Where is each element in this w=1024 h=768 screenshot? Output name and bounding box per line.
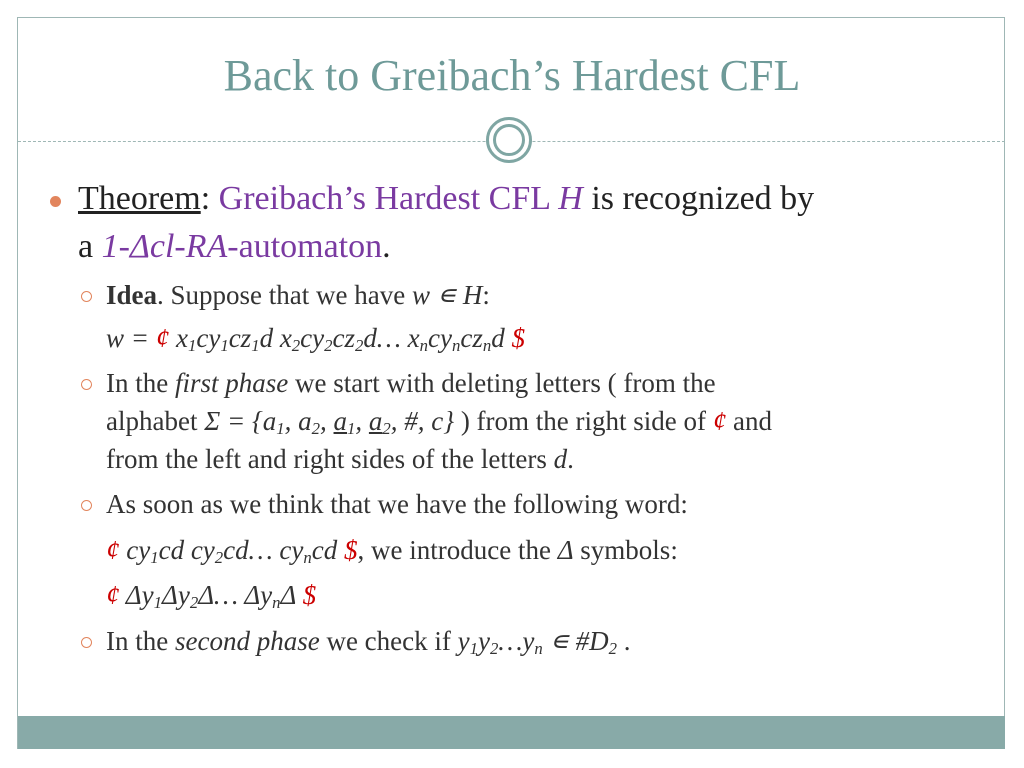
sub-bullet-icon	[81, 637, 92, 648]
word3-line: ¢ $\Delta y_1\Delta y_2\Delta\dots$ $\Delta y_n\Delta$ $	[106, 580, 317, 613]
slide-title: Back to Greibach’s Hardest CFL	[223, 51, 801, 100]
theorem-phrase: Greibach’s Hardest CFL	[218, 180, 550, 217]
theorem-line-2: a 1-Δcl-RA-automaton.	[78, 228, 391, 265]
second-phase-line: In the second phase we check if $y_1y_2\dots y_n$ ∊ $\#D_2$ .	[106, 626, 631, 659]
word2-line: ¢ $cy_1cd$ $cy_2cd\dots$ $cy_ncd$ $, we introduce the Δ symbols:	[106, 535, 678, 568]
soon-line: As soon as we think that we have the following word:	[106, 489, 688, 519]
ring-ornament-icon	[486, 117, 532, 163]
first-phase-line-1: In the first phase we start with deleting letters ( from the	[106, 368, 716, 398]
theorem-label: Theorem	[78, 180, 201, 217]
var-h: H	[558, 180, 583, 217]
first-phase-line-3: from the left and right sides of the letters d.	[106, 444, 574, 474]
theorem-line-1: Theorem: Greibach’s Hardest CFL H is recognized by	[78, 180, 815, 217]
sub-bullet-icon	[81, 500, 92, 511]
automaton-name: 1-Δcl-RA	[101, 228, 228, 265]
bullet-icon	[50, 196, 61, 207]
idea-line: Idea. Suppose that we have w ∊ H:	[106, 280, 490, 310]
sub-bullet-icon	[81, 379, 92, 390]
word-formula: w = ¢ $x_1cy_1cz_1d$ $x_2cy_2cz_2d\dots$ $x_ncy_ncz_nd$ $	[106, 323, 525, 356]
footer-bar	[18, 716, 1005, 749]
first-phase-line-2: alphabet $\Sigma = \{a_1$, $a_2$, $a_1$, $a_2$, #, c} ) from the right side of ¢ and	[106, 406, 772, 439]
sub-bullet-icon	[81, 291, 92, 302]
